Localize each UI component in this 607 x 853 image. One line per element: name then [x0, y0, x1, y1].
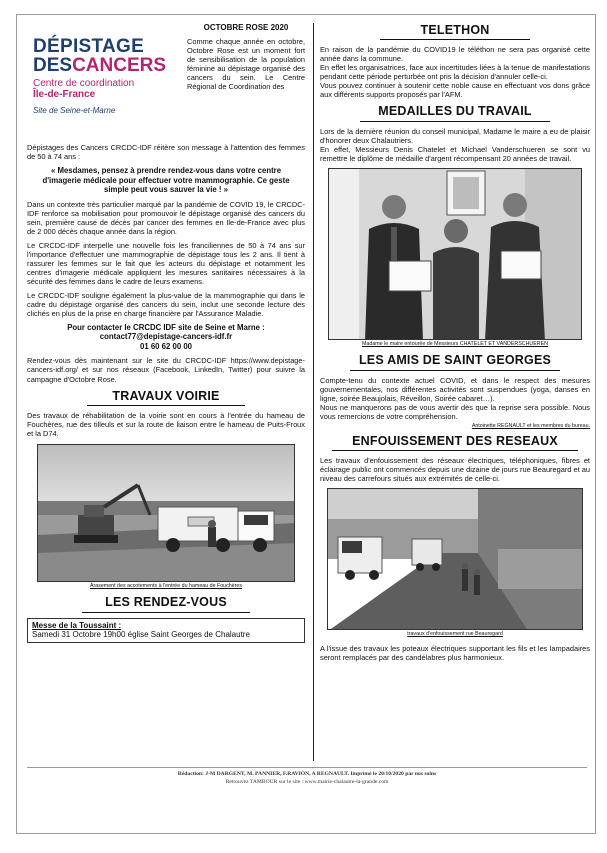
medailles-heading: MEDAILLES DU TRAVAIL	[360, 104, 550, 121]
roadwork-image	[38, 445, 295, 582]
logo-line2b: CANCERS	[72, 55, 167, 76]
octobre-rose-intro	[187, 23, 305, 91]
event-title: Messe de la Toussaint :	[32, 620, 122, 630]
award-ceremony-image	[329, 169, 582, 340]
contact-line: Pour contacter le CRCDC IDF site de Seine et Marne :	[67, 322, 265, 332]
telethon-paragraph-2: En effet les organisatrices, face aux incertitudes liées à la tenue de manifestations pendant cette période perturbée ont pris la décision d'annuler celle-ci.	[320, 63, 590, 82]
newsletter-page	[16, 14, 596, 834]
event-text: Samedi 31 Octobre 19h00 église Saint Georges de Chalautre	[32, 630, 250, 640]
octobre-paragraph-1: Dans un contexte très particulier marqué par la pandémie de COVID 19, le CRCDC-IDF renforce sa mobilisation pour promouvoir le dépistage organisé des cancers du sein, première cause de décès par cancer des femmes en Ile-de-France avec plus de 2 000 décès chaque année dans la région.	[27, 199, 305, 236]
amis-paragraph-1: Compte-tenu du contexte actuel COVID, et dans le respect des mesures gouvernementales, nos différentes activités sont suspendues (yoga, danses en ligne, soirée Beaujolais, Réveillon, Soirée cabaret…).	[320, 375, 590, 403]
octobre-paragraph-2: Le CRCDC-IDF interpelle une nouvelle fois les franciliennes de 50 à 74 ans sur l'importance d'effectuer une mammographie de dépistage tous les 2 ans. Il tient à rassurer les femmes sur le fait que les acteurs du dépistage et notamment les centres d'imagerie médicale appliquent les mesures sanitaires nécessaires à la sécurité des femmes dans le cadre de leurs examens.	[27, 240, 305, 286]
street-works-image	[328, 489, 583, 630]
reseaux-paragraph-2: A l'issue des travaux les poteaux électriques supportant les fils et les lampadaires seront remplacés par des candélabres plus harmonieux.	[320, 643, 590, 662]
voirie-caption: Arasement des accotements à l'entrée du hameau de Fouchères	[89, 582, 243, 589]
telethon-heading: TELETHON	[380, 23, 530, 40]
rendez-vous-box	[27, 618, 305, 644]
contact-email[interactable]: contact77@depistage-cancers-idf.fr	[99, 332, 233, 342]
logo-line1: DÉPISTAGE	[33, 36, 145, 57]
left-column	[27, 23, 305, 643]
telethon-paragraph-1: En raison de la pandémie du COVID19 le téléthon ne sera pas organisé cette année dans la commune.	[320, 45, 590, 64]
rendez-vous-heading: LES RENDEZ-VOUS	[82, 595, 250, 612]
octobre-rose-title: OCTOBRE ROSE 2020	[203, 23, 289, 32]
right-column	[320, 23, 590, 667]
amis-signature: Antoinette REGNAULT et les membres du bureau.	[471, 422, 590, 429]
footer	[17, 771, 597, 786]
octobre-rose-top	[27, 23, 305, 145]
column-divider	[313, 23, 314, 761]
medailles-photo	[328, 168, 582, 340]
octobre-intro-cont: Dépistages des Cancers CRCDC-IDF réitère son message à l'attention des femmes de 50 à 74 ans :	[27, 143, 305, 162]
footer-credits: Rédaction: J-M DARGENT, M. PANNIER, F.RAVION, A REGNAULT. Imprimé le 20/10/2020 par nos soins	[177, 771, 437, 777]
medailles-paragraph-2: En effet, Messieurs Denis Chatelet et Michael Vanderschueren se sont vu remettre le diplôme de médaille d'argent récompensant 20 années de travail.	[320, 144, 590, 163]
footer-rule	[27, 767, 587, 768]
octobre-paragraph-4: Rendez-vous dès maintenant sur le site du CRCDC-IDF https://www.depistage-cancers-idf.org/ et sur nos réseaux (Facebook, LinkedIn, Twitter) pour suivre la campagne d'Octobre Rose.	[27, 356, 305, 384]
reseaux-photo	[327, 488, 583, 630]
telethon-paragraph-3: Vous pouvez continuer à soutenir cette noble cause en effectuant vos dons grâce aux différents supports proposés par l'AFM.	[320, 81, 590, 100]
voirie-text: Des travaux de réhabilitation de la voirie sont en cours à l'entrée du hameau de Fouchères, rue des tilleuls et sur la route de liaison entre le hameau de Puits-Froux et la D74.	[27, 410, 305, 438]
amis-paragraph-2: Nous ne manquerons pas de vous avertir dès que la reprise sera possible. Nous vous remercions de votre compréhension.	[320, 402, 590, 421]
medailles-caption: Madame le maire entourée de Messieurs CHATELET ET VANDERSCHUEREN	[362, 340, 548, 347]
octobre-intro-text: Comme chaque année en octobre, Octobre Rose est un moment fort de sensibilisation de la population féminine au dépistage organisé des cancers du sein. Le Centre Régional de Coordination des	[187, 36, 305, 91]
logo-line5: Site de Seine-et-Marne	[33, 106, 116, 115]
logo-line4: Île-de-France	[33, 89, 96, 100]
octobre-quote: « Mesdames, pensez à prendre rendez-vous dans votre centre d'imagerie médicale pour effectuer votre mammographie. Ce geste simple peut vous sauver la vie ! »	[42, 166, 290, 195]
depistage-logo	[33, 37, 183, 116]
logo-line3: Centre de coordination	[33, 78, 135, 89]
reseaux-paragraph-1: Les travaux d'enfouissement des réseaux électriques, téléphoniques, fibres et éclairage public ont commencés depuis une dizaine de jours rue Beauregard et au niveau des carrefours situés aux extrémités de celle-ci.	[320, 456, 590, 484]
reseaux-heading: ENFOUISSEMENT DES RESEAUX	[332, 434, 578, 451]
voirie-photo	[37, 444, 295, 582]
footer-website: Retrouvez TAMBOUR sur le site : www.mairie-chalautre-la-grande.com	[225, 778, 389, 785]
octobre-contact	[27, 323, 305, 352]
octobre-paragraph-3: Le CRCDC-IDF souligne également la plus-value de la mammographie qui dans le cadre du dépistage organisé des cancers du sein, inclut une seconde lecture des clichés en plus de la prise en charge financière par l'Assurance Maladie.	[27, 290, 305, 318]
reseaux-caption: travaux d'enfouissement rue Beauregard	[407, 631, 503, 638]
logo-line2	[33, 56, 183, 75]
medailles-paragraph-1: Lors de la dernière réunion du conseil municipal, Madame le maire a eu de plaisir d'honorer deux Chalautriers.	[320, 126, 590, 145]
amis-heading: LES AMIS DE SAINT GEORGES	[350, 353, 560, 370]
logo-line2a: DES	[33, 55, 73, 76]
contact-phone: 01 60 62 00 00	[139, 341, 193, 351]
voirie-heading: TRAVAUX VOIRIE	[87, 389, 245, 406]
